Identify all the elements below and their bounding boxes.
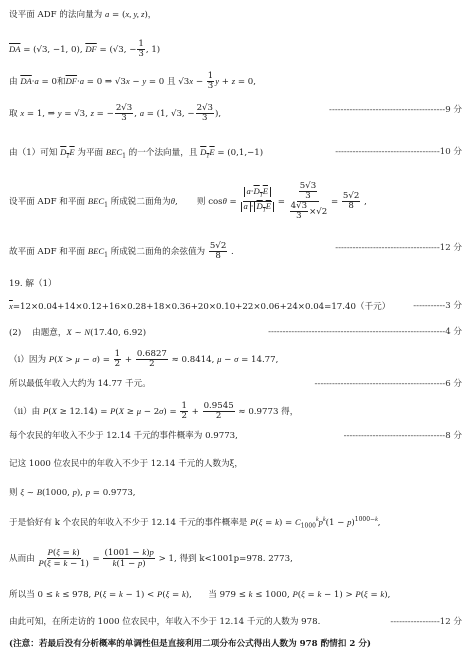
note-line: (注意：若最后没有分析概率的单调性但是直接利用二项分布公式得出人数为 978 酌情扣 2 分)	[9, 639, 371, 649]
score-10: ------------------------------------10 分	[335, 147, 462, 157]
line-2: $\overline{DA} = (√3$, −1, 0), $\overline{DF} = (√3$, − $\frac{1}{3}$ , 1)	[9, 39, 161, 59]
line-9: $\overline{x}=12\times 0.04+14\times 0.12+16\times 0.28+18\times 0.36+20\times 0.10+22\times 0.06+24\times 0.04=17.40$（千元） -----------3 分	[9, 301, 462, 312]
line-20: 由此可知，在所走访的 1000 位农民中，年收入不少于 12.14 千元的人数为 978. -----------------12 分	[9, 617, 462, 627]
line-15: 记这 1000 位农民中的年收入不少于 12.14 千元的人数为ξ，	[9, 459, 244, 469]
line-13: （ⅱ）由 P(X ≥ 12.14) = P(X ≥ μ − 2σ) = $\frac{1}{2}$ + $\frac{0.9545}{2}$ ≈ 0.9773 得，	[9, 401, 299, 421]
line-14: 每个农民的年收入不少于 12.14 千元的事件概率为 0.9773, -----------------------------------8 分	[9, 431, 462, 441]
line-1: 设平面 ADF 的法向量为 a = (x, y, z)，	[9, 9, 157, 20]
line-12: 所以最低年收入大约为 14.77 千元。 ---------------------------------------------6 分	[9, 379, 462, 389]
score-4: -------------------------------------------------------------4 分	[268, 327, 462, 337]
line-17: 于是恰好有 k 个农民的年收入不少于 12.14 千元的事件概率是 $P(\xi = k) = C_{1000}^kp^k(1 - p)^{1000-k}$,	[9, 516, 381, 530]
score-12a: ------------------------------------12 分	[335, 243, 462, 253]
score-3: -----------3 分	[413, 301, 462, 311]
line-18: 从而由 $\frac{P(\xi = k)}{P(\xi = k - 1)}$ = $\frac{(1001 - k)p}{k(1 - p)}$ > 1, 得到 k<1001p=978. 2773,	[9, 547, 293, 569]
line-3: 由 $\overline{DA}\cdot a = 0$和$\overline{DF}\cdot a = 0$ ⇒ √3x − y = 0 且 √3x − $\frac{1}{3}$ y + z = 0,	[9, 71, 256, 91]
score-8: -----------------------------------8 分	[343, 431, 462, 441]
score-9: ----------------------------------------9 分	[329, 105, 462, 115]
score-12b: -----------------12 分	[390, 617, 462, 627]
line-5: 由（1）可知 $D_1E$ 为平面 $BEC_1$ 的一个法向量，且 $D_1E = (0,1,-1)$ ------------------------------------10 分	[9, 147, 462, 160]
line-4: 取 x = 1, ⇒ y = √3, z = − $\frac{2√3}{3}$ , a = (1, √3, − $\frac{2√3}{3}$ ), ----------------------------------------9 分	[9, 103, 462, 123]
line-7: 故平面 ADF 和平面 $BEC_1$ 所成锐二面角的余弦值为 $\frac{5√2}{8}$ . ------------------------------------12 分	[9, 241, 462, 261]
line-11: （ⅰ）因为 P(X > μ − σ) = $\frac{1}{2}$ + $\frac{0.6827}{2}$ ≈ 0.8414, μ − σ = 14.77,	[9, 349, 279, 369]
line-19: 所以当 0 ≤ k ≤ 978, P(ξ = k − 1) < P(ξ = k), 当 979 ≤ k ≤ 1000, P(ξ = k − 1) > P(ξ = k),	[9, 589, 391, 600]
line-10: (2) 由题意，X ~ N(17.40, 6.92) -------------------------------------------------------------4 分	[9, 327, 462, 338]
score-6: ---------------------------------------------6 分	[314, 379, 462, 389]
line-8: 19. 解（1）	[9, 279, 57, 289]
line-6: 设平面 ADF 和平面 $BEC_1$ 所成锐二面角为θ, 则 cosθ = $\frac{a\cdot D_1E}{a \cdot D_1E}$ = $\frac{5√3}{3}$ $\frac{4√3}{3}$ ×√2 = $\frac{5√2}{8}$ ,	[9, 181, 367, 221]
line-16: 则 ξ ~ B(1000, p), p = 0.9773,	[9, 487, 136, 498]
